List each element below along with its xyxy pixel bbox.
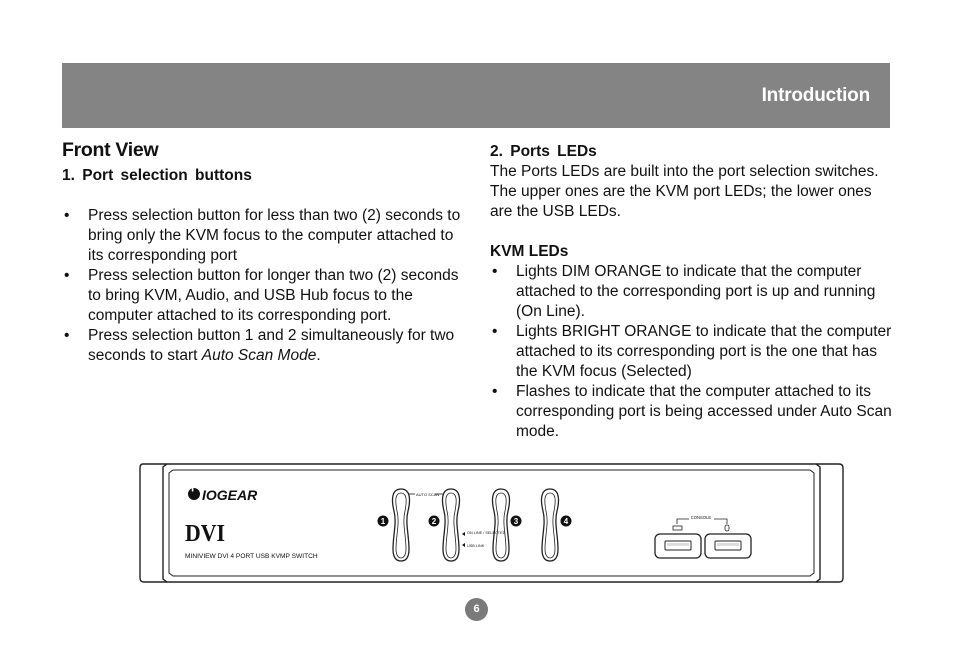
header-bar bbox=[62, 63, 890, 128]
item1-heading: 1. Port selection buttons bbox=[62, 167, 252, 184]
model-name: MINIVIEW DVI 4 PORT USB KVMP SWITCH bbox=[185, 553, 318, 560]
item2-heading: 2. Ports LEDs bbox=[490, 143, 597, 160]
left-column bbox=[62, 140, 467, 366]
list-item: • Lights DIM ORANGE to indicate that the computer attached to the corresponding port is up and running (On Line). bbox=[490, 262, 892, 322]
page-number: 6 bbox=[465, 598, 488, 621]
kvm-switch-front-illustration bbox=[139, 463, 844, 583]
section-title: Front View bbox=[62, 139, 159, 161]
device-front-panel bbox=[163, 464, 820, 582]
svg-text:IOGEAR: IOGEAR bbox=[202, 487, 258, 503]
dvi-logo: DVI bbox=[185, 521, 225, 547]
svg-text:4: 4 bbox=[563, 517, 569, 526]
port-button-list bbox=[62, 206, 467, 366]
svg-text:3: 3 bbox=[513, 517, 519, 526]
list-item: • Press selection button for less than two (2) seconds to bring only the KVM focus to the computer attached to its corresponding port bbox=[62, 206, 467, 266]
list-item: • Lights BRIGHT ORANGE to indicate that the computer attached to its corresponding port is the one that has the KVM focus (Selected) bbox=[490, 322, 892, 382]
right-column bbox=[490, 140, 892, 442]
svg-text:ON LINE / SELECTED: ON LINE / SELECTED bbox=[467, 531, 506, 535]
list-item: • Press selection button for longer than two (2) seconds to bring KVM, Audio, and USB Hub focus to the computer attached to its corresponding port. bbox=[62, 266, 467, 326]
leds-intro: The Ports LEDs are built into the port selection switches. The upper ones are the KVM port LEDs; the lower ones are the USB LEDs. bbox=[490, 163, 879, 220]
console-label: CONSOLE bbox=[690, 515, 712, 520]
kvm-leds-heading: KVM LEDs bbox=[490, 243, 569, 260]
kvm-leds-list bbox=[490, 262, 892, 442]
svg-text:2: 2 bbox=[431, 517, 437, 526]
svg-text:USB LINK: USB LINK bbox=[467, 544, 485, 548]
svg-text:AUTO SCAN: AUTO SCAN bbox=[416, 492, 440, 497]
header-title: Introduction bbox=[761, 85, 870, 106]
list-item: • Press selection button 1 and 2 simultaneously for two seconds to start Auto Scan Mode. bbox=[62, 326, 467, 366]
list-item: • Flashes to indicate that the computer attached to its corresponding port is being accessed under Auto Scan mode. bbox=[490, 382, 892, 442]
svg-text:1: 1 bbox=[380, 517, 386, 526]
